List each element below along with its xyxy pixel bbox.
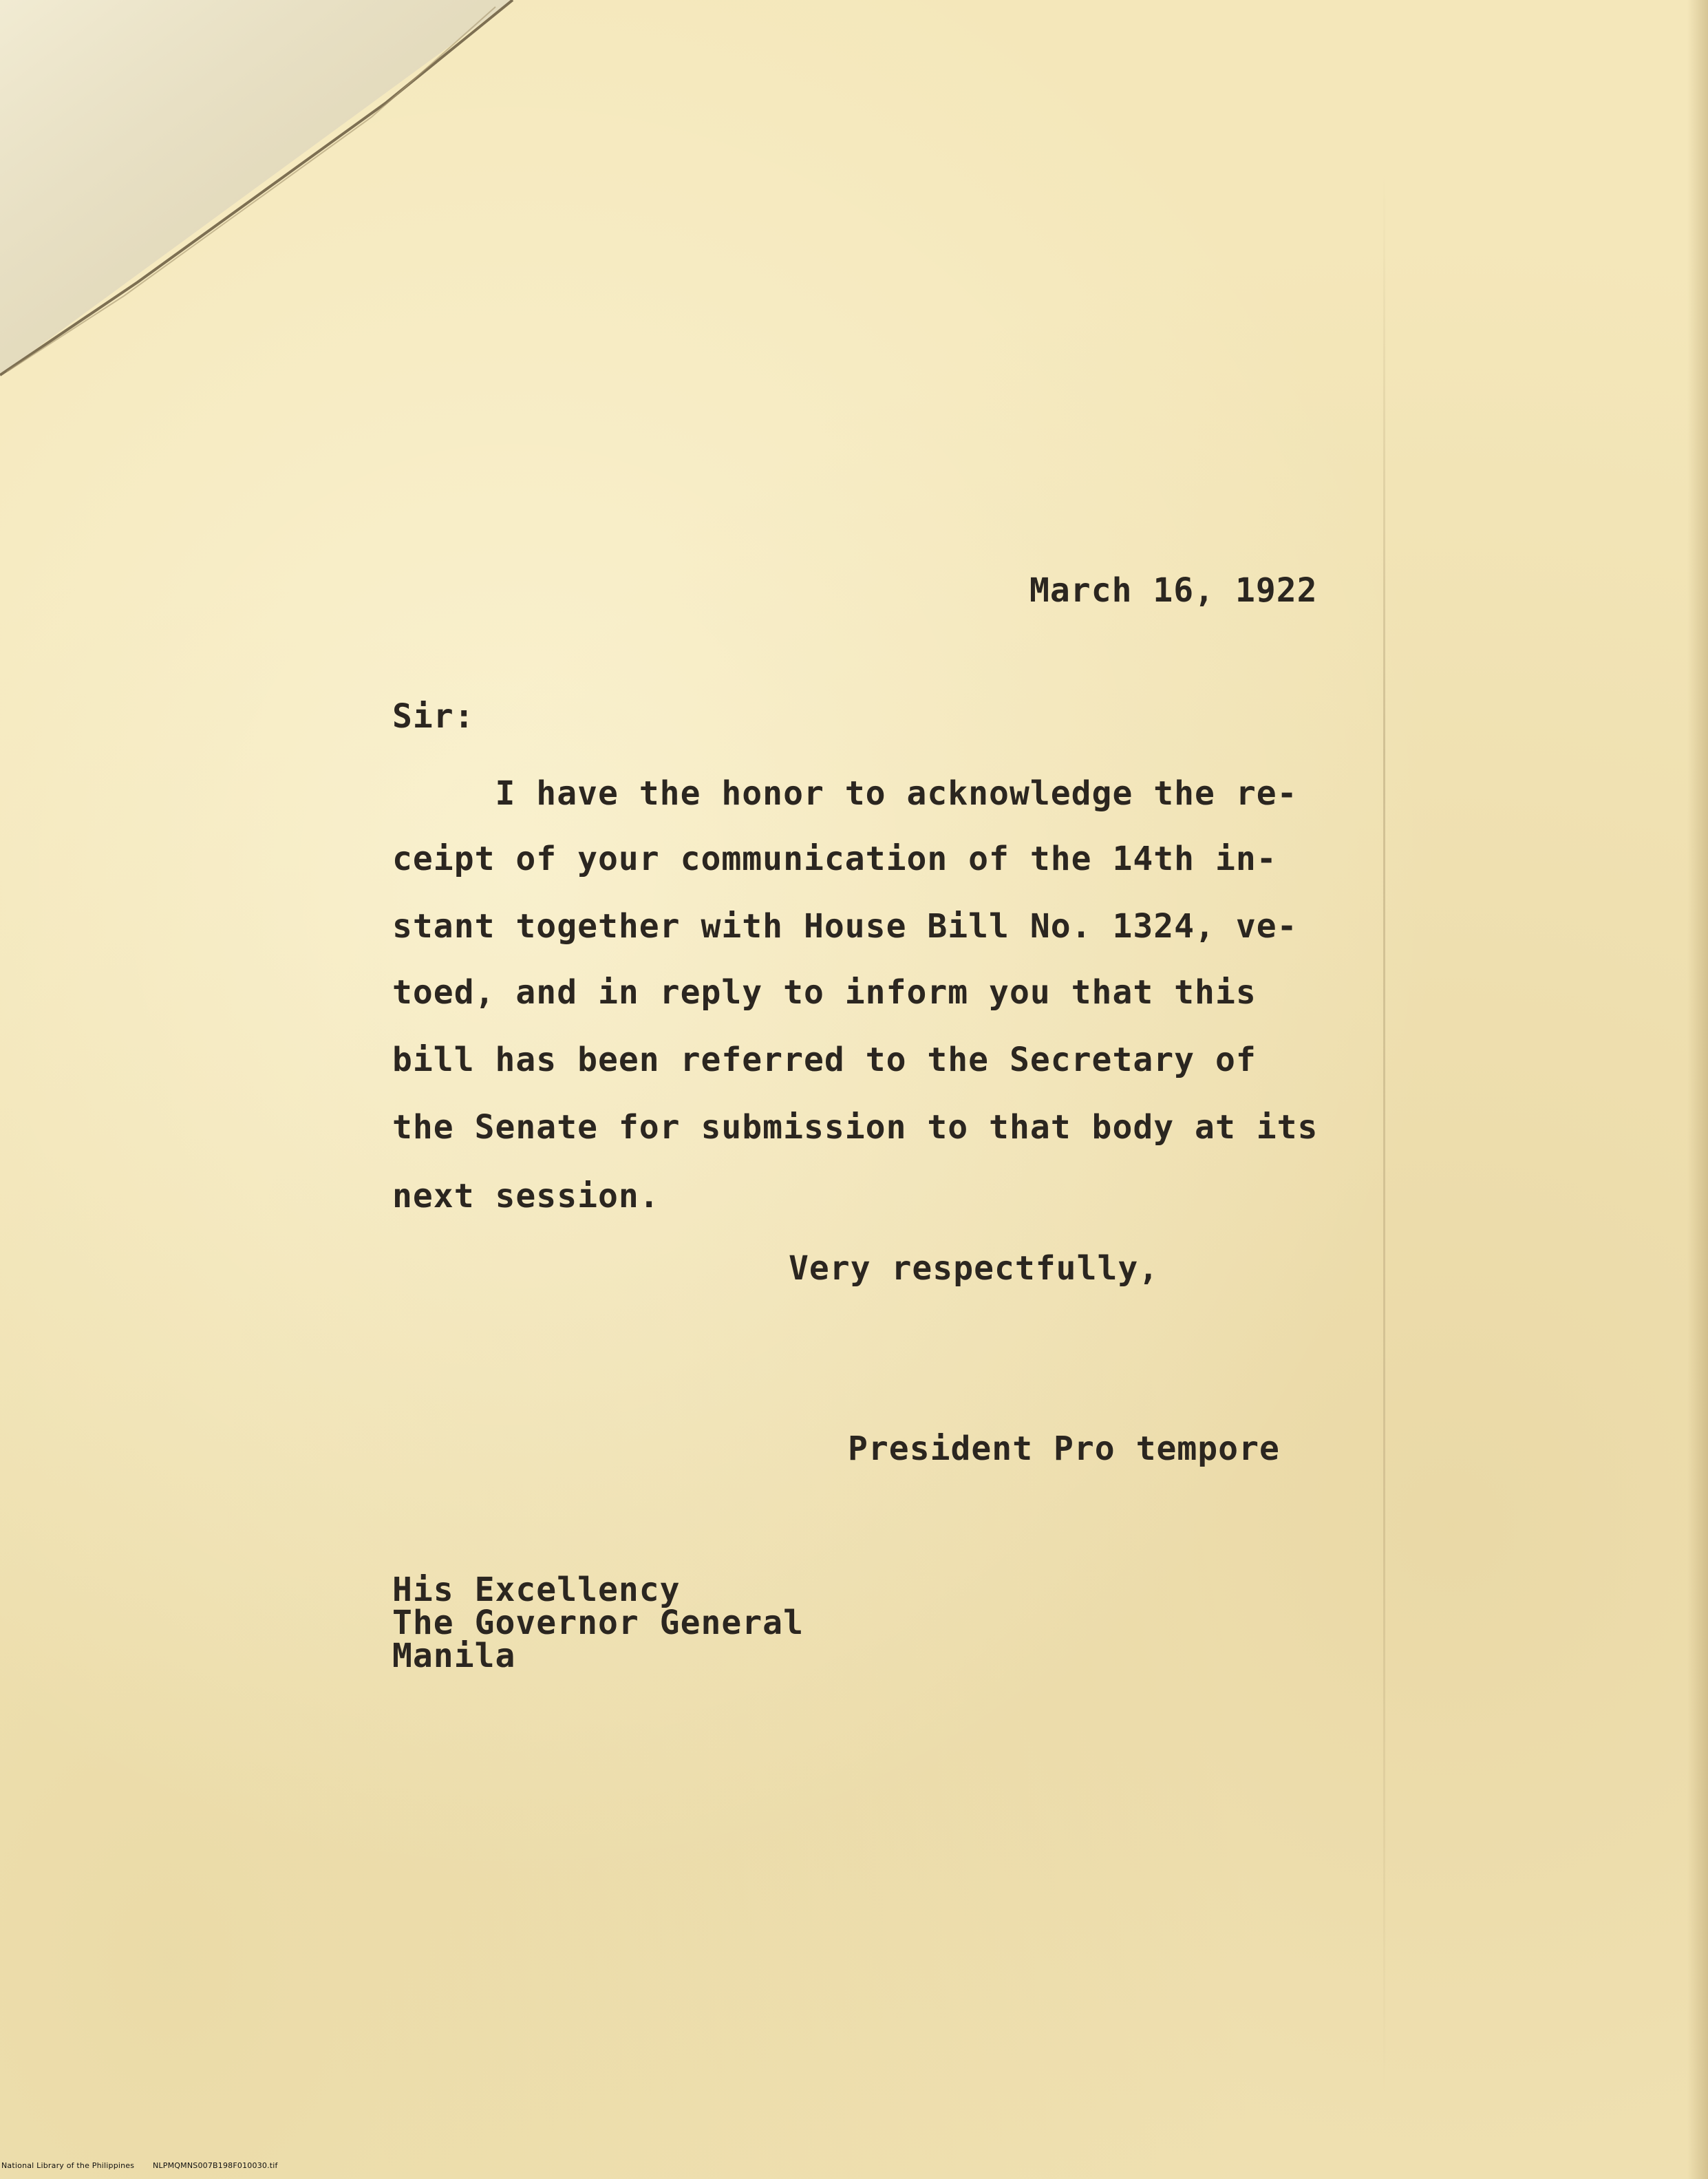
body-line: ceipt of your communication of the 14th in- [392,840,1277,878]
folded-corner [0,0,523,385]
signature-title: President Pro tempore [848,1429,1280,1468]
address-line: Manila [392,1637,516,1675]
body-line: the Senate for submission to that body at its [392,1108,1319,1147]
address-line: The Governor General [392,1604,804,1642]
body-line: next session. [392,1177,660,1215]
letter-date: March 16, 1922 [1029,571,1318,610]
body-line: I have the honor to acknowledge the re- [392,774,1298,813]
body-line: stant together with House Bill No. 1324, ve- [392,907,1298,946]
body-line: bill has been referred to the Secretary of [392,1041,1257,1079]
body-line: toed, and in reply to inform you that this [392,973,1257,1012]
letter-closing: Very respectfully, [789,1249,1160,1288]
letter-salutation: Sir: [392,697,475,736]
address-line: His Excellency [392,1571,681,1609]
footer-filename: NLPMQMNS007B198F010030.tif [153,2161,278,2170]
footer-library: National Library of the Philippines [1,2161,135,2170]
page-crease [1383,172,1385,2099]
page-edge-shadow [1687,0,1708,2179]
